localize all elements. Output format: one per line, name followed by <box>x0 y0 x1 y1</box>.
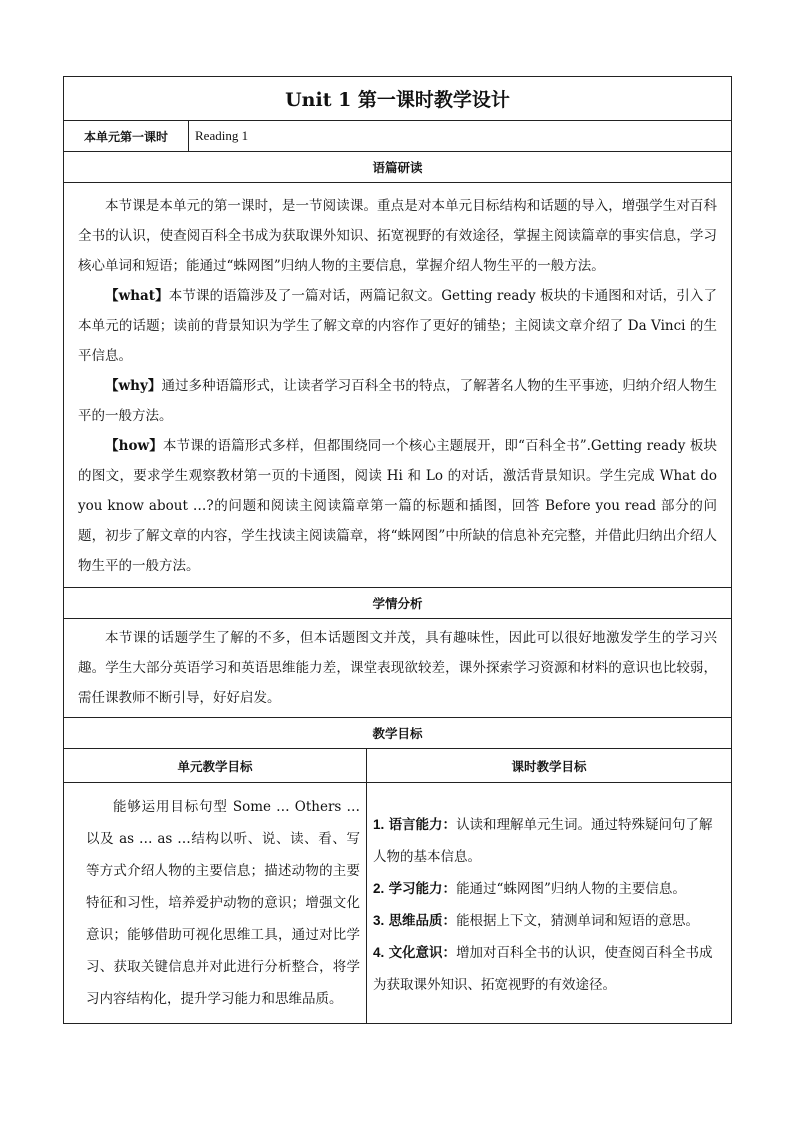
goal-number: 4. <box>373 945 385 960</box>
goal-number: 3. <box>373 913 385 928</box>
goal-number: 1. <box>373 817 385 832</box>
lesson-label: 本单元第一课时 <box>64 121 189 152</box>
what-tag: 【what】 <box>105 288 169 304</box>
goal-number: 2. <box>373 881 385 896</box>
how-text: 本节课的语篇形式多样，但都围绕同一个核心主题展开，即“百科全书”.Getting ready 板块的图文，要求学生观察教材第一页的卡通图，阅读 Hi 和 Lo 的对话，激活背景知识。学生完成 What do you know about …?的问题和阅读主阅读篇章第一篇的标题和插图，回答 Before you read 部分的问题，初步了解文章的内容，学生找读主阅读篇章，将“蛛网图”中所缺的信息补充完整，并借此归纳出介绍人物生平的一般方法。 <box>78 438 718 574</box>
lesson-goal-item <box>373 809 721 873</box>
goal-text: 能通过“蛛网图”归纳人物的主要信息。 <box>456 881 686 897</box>
learner-analysis-content <box>64 619 732 718</box>
lesson-goals-heading: 课时教学目标 <box>367 749 732 783</box>
page-title: Unit 1 第一课时教学设计 <box>64 77 732 121</box>
goals-heading: 教学目标 <box>64 718 732 749</box>
why-text: 通过多种语篇形式，让读者学习百科全书的特点，了解著名人物的生平事迹，归纳介绍人物生平的一般方法。 <box>78 378 718 424</box>
lesson-goals-cell <box>367 783 732 1024</box>
unit-goals-text: 能够运用目标句型 Some … Others …以及 as … as …结构以听、说、读、看、写等方式介绍人物的主要信息；描述动物的主要特征和习性，培养爱护动物的意识；增强文化意识；能够借助可视化思维工具，通过对比学习、获取关键信息并对此进行分析整合，将学习内容结构化，提升学习能力和思维品质。 <box>86 799 360 1007</box>
what-text: 本节课的语篇涉及了一篇对话，两篇记叙文。Getting ready 板块的卡通图和对话，引入了本单元的话题；读前的背景知识为学生了解文章的内容作了更好的铺垫；主阅读文章介绍了 Da Vinci 的生平信息。 <box>78 288 718 364</box>
lesson-plan-table <box>63 76 732 1024</box>
goal-text: 能根据上下文，猜测单词和短语的意思。 <box>456 913 700 929</box>
text-study-intro: 本节课是本单元的第一课时，是一节阅读课。重点是对本单元目标结构和话题的导入，增强学生对百科全书的认识，使查阅百科全书成为获取课外知识、拓宽视野的有效途径，掌握主阅读篇章的事实信息，学习核心单词和短语；能通过“蛛网图”归纳人物的主要信息，掌握介绍人物生平的一般方法。 <box>78 198 718 274</box>
lesson-goal-item <box>373 937 721 1001</box>
why-tag: 【why】 <box>105 378 162 394</box>
how-tag: 【how】 <box>105 438 163 454</box>
goal-key: 思维品质： <box>388 913 457 929</box>
goal-text: 增加对百科全书的认识，使查阅百科全书成为获取课外知识、拓宽视野的有效途径。 <box>373 945 713 993</box>
text-study-what <box>78 281 717 371</box>
goal-text: 认读和理解单元生词。通过特殊疑问句了解人物的基本信息。 <box>373 817 713 865</box>
goal-key: 学习能力： <box>388 881 457 897</box>
text-study-content <box>64 183 732 588</box>
lesson-plan-page <box>63 76 731 1024</box>
lesson-value: Reading 1 <box>189 121 732 152</box>
goal-key: 语言能力： <box>388 817 457 833</box>
goal-key: 文化意识： <box>388 945 457 961</box>
lesson-goal-item <box>373 873 721 905</box>
lesson-goal-item <box>373 905 721 937</box>
learner-analysis-heading: 学情分析 <box>64 588 732 619</box>
text-study-heading: 语篇研读 <box>64 152 732 183</box>
text-study-how <box>78 431 717 581</box>
text-study-why <box>78 371 717 431</box>
unit-goals-cell <box>64 783 367 1024</box>
unit-goals-heading: 单元教学目标 <box>64 749 367 783</box>
learner-analysis-text: 本节课的话题学生了解的不多，但本话题图文并茂，具有趣味性，因此可以很好地激发学生的学习兴趣。学生大部分英语学习和英语思维能力差，课堂表现欲较差，课外探索学习资源和材料的意识也比较弱，需任课教师不断引导，好好启发。 <box>78 630 718 706</box>
